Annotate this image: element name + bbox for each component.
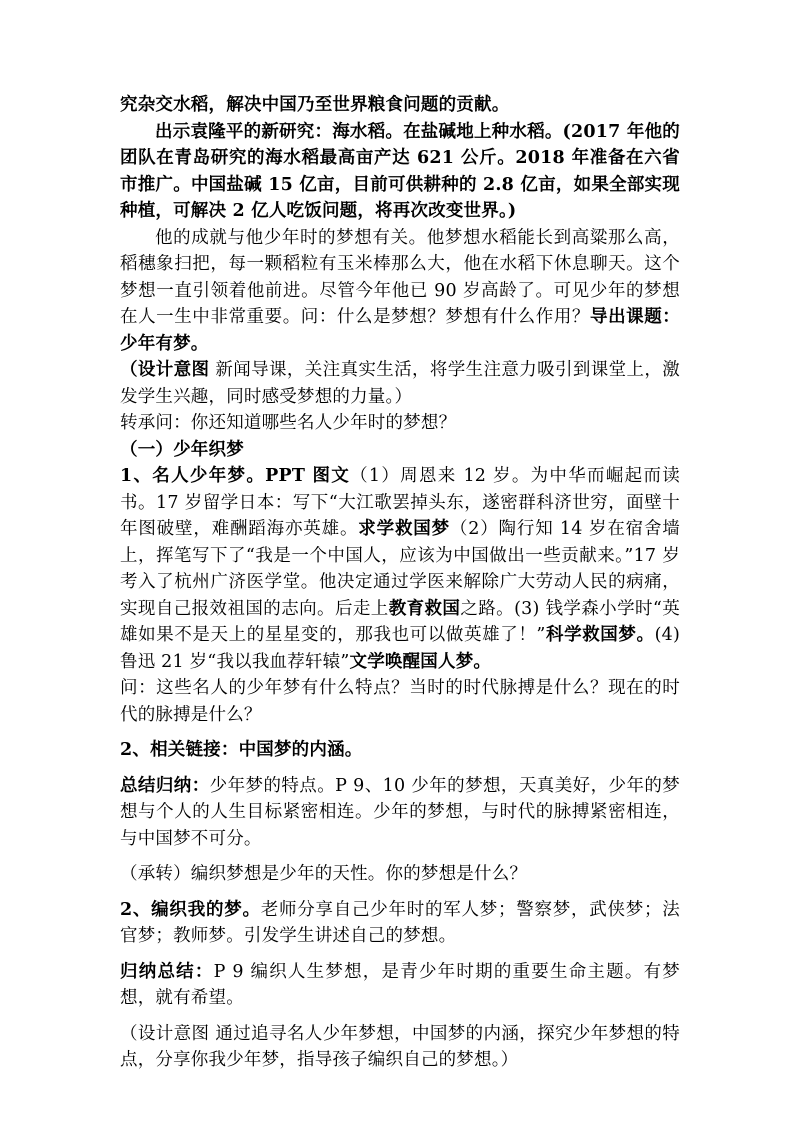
bold-text: 出示袁隆平的新研究：海水稻。在盐碱地上种水稻。(2017 年他的团队在青岛研究的海水稻最高亩产达 621 公斤。2018 年准备在六省市推广。中国盐碱 15 亿亩，目前可供耕种的 2.8 亿亩，如果全部实现种植，可解决 2 亿人吃饭问题，将再次改变世界。) xyxy=(120,121,680,221)
bold-text: 总结归纳： xyxy=(120,775,210,796)
bold-text: 文学唤醒国人梦。 xyxy=(349,651,492,672)
body-text: （1）周恩来 12 岁。为中华而崛起而读书。17 岁留学日本：写下“大江歌罢掉头东，遂密群科济世穷，面壁十年图破壁，难酬蹈海亦英雄。 xyxy=(120,466,681,539)
bold-text: 归纳总结： xyxy=(120,961,214,982)
paragraph-weave-dream xyxy=(120,897,680,950)
paragraph-summary xyxy=(120,773,680,853)
body-text: 少年梦的特点。P 9、10 少年的梦想，天真美好，少年的梦想与个人的人生目标紧密相连。少年的梦想，与时代的脉搏紧密相连，与中国梦不可分。 xyxy=(120,775,680,849)
paragraph-intro-end xyxy=(120,92,680,119)
bold-text: 2、相关链接：中国梦的内涵。 xyxy=(120,740,363,760)
paragraph-conclusion xyxy=(120,959,680,1012)
body-text: 老师分享自己少年时的军人梦；警察梦，武侠梦；法官梦；教师梦。引发学生讲述自己的梦想。 xyxy=(120,899,680,946)
body-text: 他的成就与他少年时的梦想有关。他梦想水稻能长到高粱那么高，稻穗象扫把，每一颗稻粒有玉米棒那么大，他在水稻下休息聊天。这个梦想一直引领着他前进。尽管今年他已 90 岁高龄了。可见少年的梦想在人一生中非常重要。问：什么是梦想？梦想有什么作用？ xyxy=(120,227,680,327)
paragraph-design-intent-1 xyxy=(120,357,680,410)
body-text: (4) 鲁迅 21 岁“我以我血荐轩辕” xyxy=(120,625,681,672)
section-heading xyxy=(120,437,680,464)
body-text: （2）陶行知 14 岁在宿舍墙上，挥笔写下了“我是一个中国人，应该为中国做出一些贡献来。”17 岁考入了杭州广济医学堂。他决定通过学医来解除广大劳动人民的病痛，实现自己报效祖国的志向。后走上 xyxy=(120,519,681,619)
paragraph-sea-rice xyxy=(120,119,680,225)
body-text: 转承问：你还知道哪些名人少年时的梦想？ xyxy=(120,413,457,433)
body-text: （承转）编织梦想是少年的天性。你的梦想是什么？ xyxy=(120,864,528,884)
bold-text: 科学救国梦。 xyxy=(545,625,655,645)
body-text: （设计意图 通过追寻名人少年梦想，中国梦的内涵，探究少年梦想的特点，分享你我少年梦，指导孩子编织自己的梦想。） xyxy=(120,1023,680,1070)
bold-text: 教育救国 xyxy=(388,598,461,619)
body-text: 之路。(3) 钱学森小学时“英雄如果不是天上的星星变的，那我也可以做英雄了！” xyxy=(120,598,680,645)
paragraph-famous-dreams xyxy=(120,463,680,675)
lesson-title: 导出课题：少年有梦。 xyxy=(120,307,681,354)
body-text: P 9 编织人生梦想，是青少年时期的重要生命主题。有梦想，就有希望。 xyxy=(120,961,681,1008)
paragraph-achievement xyxy=(120,225,680,358)
body-text: 新闻导课，关注真实生活，将学生注意力吸引到课堂上，激发学生兴趣，同时感受梦想的力量。） xyxy=(120,360,681,407)
paragraph-question xyxy=(120,675,680,728)
document-page xyxy=(120,92,680,1074)
body-text: 问：这些名人的少年梦有什么特点？当时的时代脉搏是什么？现在的时代的脉搏是什么？ xyxy=(120,678,680,725)
bold-text: 1、名人少年梦。PPT 图文 xyxy=(120,466,351,486)
bold-text: 究杂交水稻，解决中国乃至世界粮食问题的贡献。 xyxy=(120,95,510,115)
bold-text: 2、编织我的梦。 xyxy=(120,899,261,920)
paragraph-transition xyxy=(120,861,680,888)
paragraph-related-link xyxy=(120,737,680,764)
design-intent-label: （设计意图 xyxy=(120,360,210,380)
section-heading-text: （一）少年织梦 xyxy=(120,439,244,460)
bold-text: 求学救国梦 xyxy=(358,519,450,539)
paragraph-design-intent-2 xyxy=(120,1021,680,1074)
paragraph-transition-question xyxy=(120,410,680,437)
